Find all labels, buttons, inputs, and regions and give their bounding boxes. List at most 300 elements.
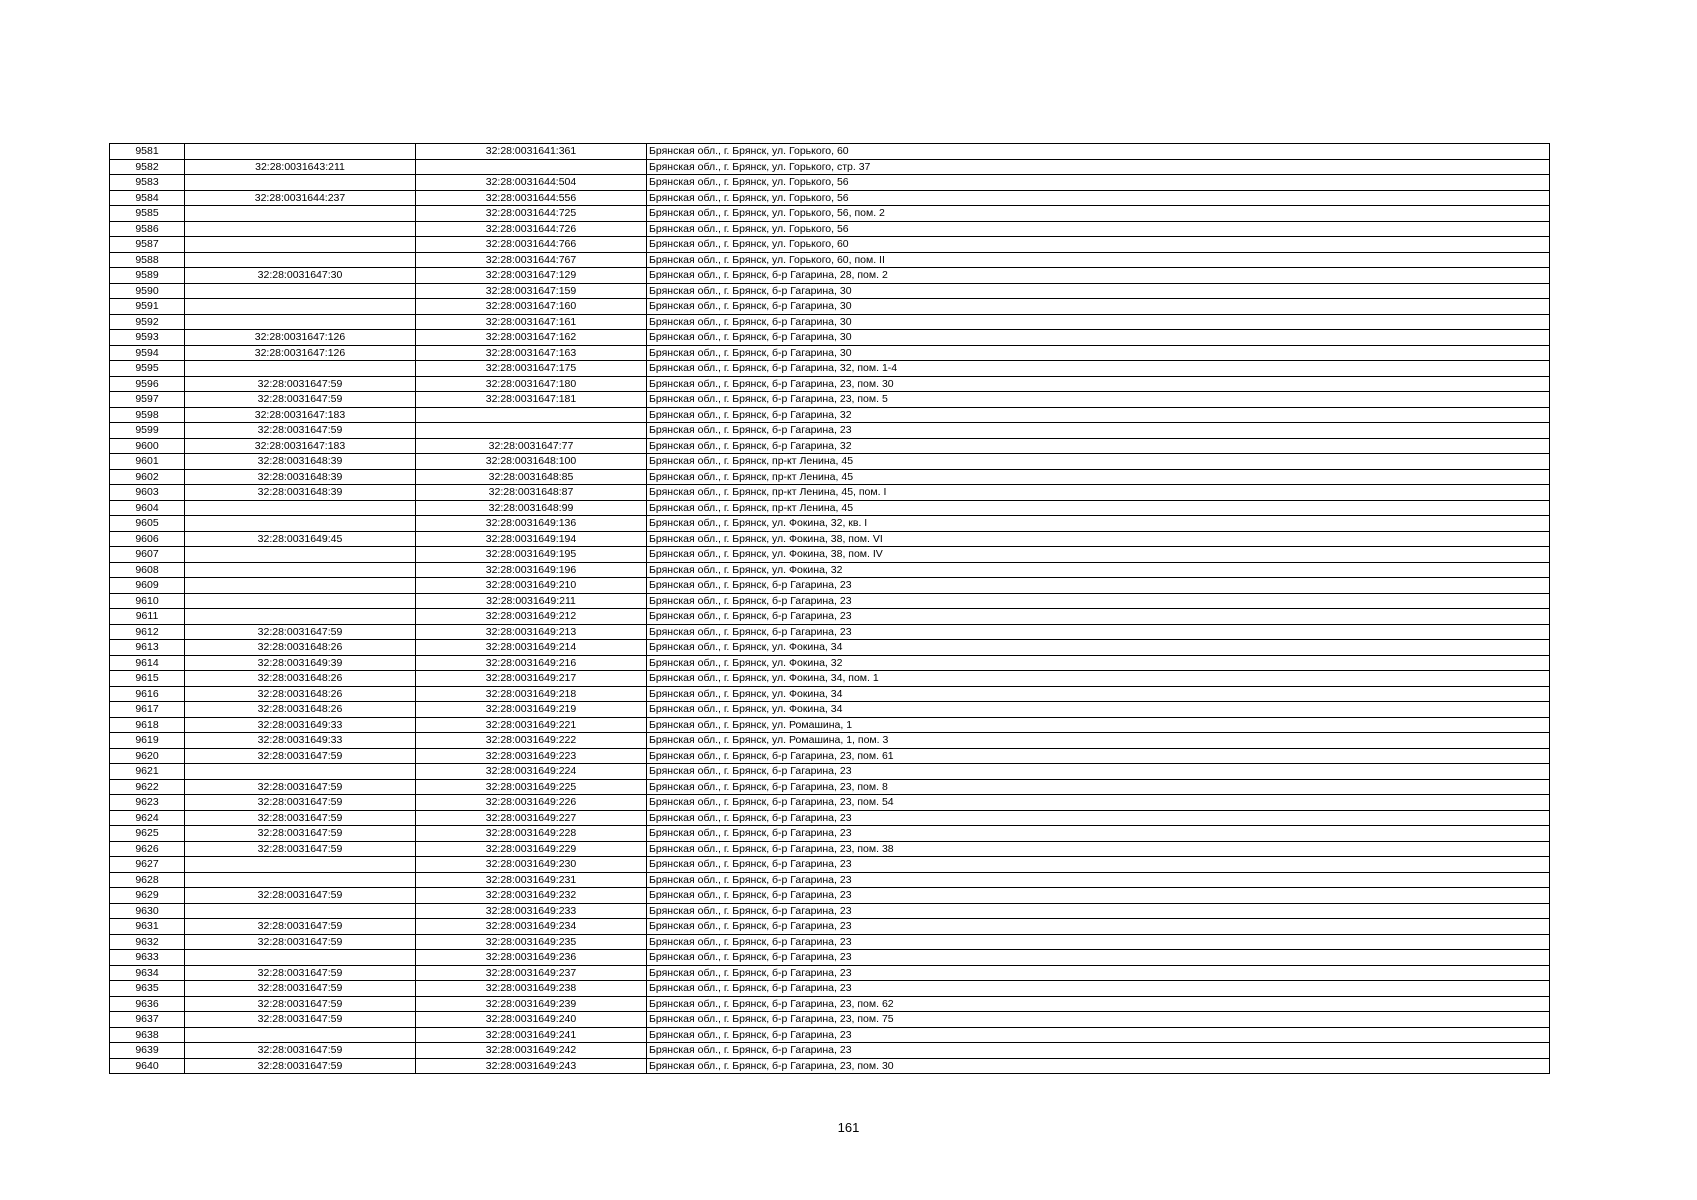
- cadastral-number-cell: 32:28:0031649:136: [416, 516, 647, 532]
- parent-cadastral-number-cell: [185, 764, 416, 780]
- parent-cadastral-number-cell: 32:28:0031647:59: [185, 376, 416, 392]
- table-row: [110, 857, 1550, 873]
- parent-cadastral-number-cell: 32:28:0031647:59: [185, 1043, 416, 1059]
- cadastral-number-cell: 32:28:0031649:239: [416, 996, 647, 1012]
- cadastral-number-cell: 32:28:0031649:229: [416, 841, 647, 857]
- table-row: [110, 578, 1550, 594]
- table-row: [110, 469, 1550, 485]
- address-cell: Брянская обл., г. Брянск, б-р Гагарина, 23: [647, 826, 1550, 842]
- address-cell: Брянская обл., г. Брянск, ул. Горького, стр. 37: [647, 159, 1550, 175]
- parent-cadastral-number-cell: 32:28:0031647:59: [185, 795, 416, 811]
- table-row: [110, 950, 1550, 966]
- row-number-cell: 9604: [110, 500, 185, 516]
- table-row: [110, 640, 1550, 656]
- parent-cadastral-number-cell: 32:28:0031647:59: [185, 624, 416, 640]
- row-number-cell: 9595: [110, 361, 185, 377]
- cadastral-number-cell: 32:28:0031649:237: [416, 965, 647, 981]
- row-number-cell: 9584: [110, 190, 185, 206]
- cadastral-number-cell: 32:28:0031644:767: [416, 252, 647, 268]
- row-number-cell: 9592: [110, 314, 185, 330]
- row-number-cell: 9639: [110, 1043, 185, 1059]
- parent-cadastral-number-cell: [185, 857, 416, 873]
- cadastral-number-cell: 32:28:0031649:216: [416, 655, 647, 671]
- cadastral-number-cell: 32:28:0031649:227: [416, 810, 647, 826]
- row-number-cell: 9605: [110, 516, 185, 532]
- parent-cadastral-number-cell: 32:28:0031647:59: [185, 748, 416, 764]
- address-cell: Брянская обл., г. Брянск, ул. Горького, 56: [647, 221, 1550, 237]
- parent-cadastral-number-cell: [185, 175, 416, 191]
- row-number-cell: 9628: [110, 872, 185, 888]
- cadastral-number-cell: 32:28:0031648:99: [416, 500, 647, 516]
- table-row: [110, 237, 1550, 253]
- parent-cadastral-number-cell: [185, 547, 416, 563]
- row-number-cell: 9583: [110, 175, 185, 191]
- parent-cadastral-number-cell: [185, 314, 416, 330]
- address-cell: Брянская обл., г. Брянск, ул. Горького, 56: [647, 175, 1550, 191]
- address-cell: Брянская обл., г. Брянск, б-р Гагарина, 23: [647, 1027, 1550, 1043]
- parent-cadastral-number-cell: 32:28:0031647:59: [185, 888, 416, 904]
- address-cell: Брянская обл., г. Брянск, ул. Горького, 56, пом. 2: [647, 206, 1550, 222]
- cadastral-number-cell: 32:28:0031649:234: [416, 919, 647, 935]
- cadastral-number-cell: 32:28:0031644:766: [416, 237, 647, 253]
- row-number-cell: 9638: [110, 1027, 185, 1043]
- parent-cadastral-number-cell: 32:28:0031649:45: [185, 531, 416, 547]
- row-number-cell: 9587: [110, 237, 185, 253]
- table-row: [110, 268, 1550, 284]
- row-number-cell: 9620: [110, 748, 185, 764]
- table-row: [110, 965, 1550, 981]
- table-row: [110, 795, 1550, 811]
- address-cell: Брянская обл., г. Брянск, б-р Гагарина, 30: [647, 345, 1550, 361]
- address-cell: Брянская обл., г. Брянск, б-р Гагарина, 30: [647, 299, 1550, 315]
- parent-cadastral-number-cell: [185, 562, 416, 578]
- parent-cadastral-number-cell: [185, 221, 416, 237]
- row-number-cell: 9625: [110, 826, 185, 842]
- cadastral-number-cell: 32:28:0031649:235: [416, 934, 647, 950]
- parent-cadastral-number-cell: 32:28:0031648:39: [185, 454, 416, 470]
- parent-cadastral-number-cell: 32:28:0031647:126: [185, 345, 416, 361]
- address-cell: Брянская обл., г. Брянск, б-р Гагарина, 23, пом. 61: [647, 748, 1550, 764]
- parent-cadastral-number-cell: [185, 237, 416, 253]
- cadastral-number-cell: 32:28:0031648:100: [416, 454, 647, 470]
- parent-cadastral-number-cell: [185, 283, 416, 299]
- table-row: [110, 438, 1550, 454]
- table-row: [110, 981, 1550, 997]
- parent-cadastral-number-cell: [185, 593, 416, 609]
- row-number-cell: 9586: [110, 221, 185, 237]
- row-number-cell: 9612: [110, 624, 185, 640]
- cadastral-number-cell: [416, 423, 647, 439]
- parent-cadastral-number-cell: [185, 903, 416, 919]
- address-cell: Брянская обл., г. Брянск, б-р Гагарина, 23: [647, 888, 1550, 904]
- row-number-cell: 9624: [110, 810, 185, 826]
- table-row: [110, 826, 1550, 842]
- cadastral-number-cell: 32:28:0031649:233: [416, 903, 647, 919]
- table-row: [110, 361, 1550, 377]
- address-cell: Брянская обл., г. Брянск, ул. Фокина, 34: [647, 702, 1550, 718]
- cadastral-number-cell: 32:28:0031647:175: [416, 361, 647, 377]
- parent-cadastral-number-cell: 32:28:0031649:33: [185, 717, 416, 733]
- table-row: [110, 686, 1550, 702]
- row-number-cell: 9619: [110, 733, 185, 749]
- address-cell: Брянская обл., г. Брянск, б-р Гагарина, 23, пом. 75: [647, 1012, 1550, 1028]
- row-number-cell: 9603: [110, 485, 185, 501]
- cadastral-number-cell: 32:28:0031647:163: [416, 345, 647, 361]
- address-cell: Брянская обл., г. Брянск, б-р Гагарина, 28, пом. 2: [647, 268, 1550, 284]
- table-row: [110, 872, 1550, 888]
- parent-cadastral-number-cell: [185, 950, 416, 966]
- cadastral-number-cell: 32:28:0031649:196: [416, 562, 647, 578]
- parent-cadastral-number-cell: 32:28:0031647:59: [185, 810, 416, 826]
- parent-cadastral-number-cell: 32:28:0031648:39: [185, 485, 416, 501]
- cadastral-number-cell: 32:28:0031649:238: [416, 981, 647, 997]
- address-cell: Брянская обл., г. Брянск, б-р Гагарина, 23: [647, 810, 1550, 826]
- address-cell: Брянская обл., г. Брянск, ул. Горького, 60: [647, 237, 1550, 253]
- cadastral-number-cell: 32:28:0031647:161: [416, 314, 647, 330]
- cadastral-number-cell: 32:28:0031649:219: [416, 702, 647, 718]
- parent-cadastral-number-cell: [185, 1027, 416, 1043]
- cadastral-number-cell: 32:28:0031649:223: [416, 748, 647, 764]
- row-number-cell: 9615: [110, 671, 185, 687]
- page-number: 161: [837, 1120, 860, 1135]
- table-row: [110, 206, 1550, 222]
- address-cell: Брянская обл., г. Брянск, б-р Гагарина, 23: [647, 593, 1550, 609]
- parent-cadastral-number-cell: [185, 361, 416, 377]
- parent-cadastral-number-cell: 32:28:0031649:33: [185, 733, 416, 749]
- cadastral-number-cell: [416, 407, 647, 423]
- cadastral-number-cell: 32:28:0031649:217: [416, 671, 647, 687]
- address-cell: Брянская обл., г. Брянск, б-р Гагарина, 30: [647, 330, 1550, 346]
- parent-cadastral-number-cell: 32:28:0031647:183: [185, 438, 416, 454]
- address-cell: Брянская обл., г. Брянск, пр-кт Ленина, 45: [647, 500, 1550, 516]
- address-cell: Брянская обл., г. Брянск, б-р Гагарина, 30: [647, 283, 1550, 299]
- table-row: [110, 748, 1550, 764]
- cadastral-number-cell: 32:28:0031649:241: [416, 1027, 647, 1043]
- parent-cadastral-number-cell: [185, 872, 416, 888]
- address-cell: Брянская обл., г. Брянск, б-р Гагарина, 23: [647, 965, 1550, 981]
- cadastral-number-cell: 32:28:0031649:240: [416, 1012, 647, 1028]
- row-number-cell: 9630: [110, 903, 185, 919]
- address-cell: Брянская обл., г. Брянск, ул. Фокина, 32: [647, 655, 1550, 671]
- address-cell: Брянская обл., г. Брянск, пр-кт Ленина, 45: [647, 454, 1550, 470]
- parent-cadastral-number-cell: 32:28:0031647:30: [185, 268, 416, 284]
- cadastral-number-cell: 32:28:0031649:232: [416, 888, 647, 904]
- row-number-cell: 9609: [110, 578, 185, 594]
- cadastral-number-cell: 32:28:0031649:194: [416, 531, 647, 547]
- parent-cadastral-number-cell: 32:28:0031648:26: [185, 671, 416, 687]
- table-row: [110, 733, 1550, 749]
- row-number-cell: 9590: [110, 283, 185, 299]
- table-row: [110, 144, 1550, 160]
- address-cell: Брянская обл., г. Брянск, б-р Гагарина, 23, пом. 5: [647, 392, 1550, 408]
- table-row: [110, 299, 1550, 315]
- cadastral-number-cell: 32:28:0031644:725: [416, 206, 647, 222]
- table-row: [110, 1012, 1550, 1028]
- address-cell: Брянская обл., г. Брянск, б-р Гагарина, 23: [647, 857, 1550, 873]
- address-cell: Брянская обл., г. Брянск, пр-кт Ленина, 45, пом. I: [647, 485, 1550, 501]
- parent-cadastral-number-cell: 32:28:0031647:59: [185, 1012, 416, 1028]
- table-row: [110, 810, 1550, 826]
- parent-cadastral-number-cell: 32:28:0031647:59: [185, 423, 416, 439]
- row-number-cell: 9610: [110, 593, 185, 609]
- address-cell: Брянская обл., г. Брянск, ул. Фокина, 34: [647, 686, 1550, 702]
- parent-cadastral-number-cell: [185, 500, 416, 516]
- row-number-cell: 9608: [110, 562, 185, 578]
- parent-cadastral-number-cell: 32:28:0031648:26: [185, 640, 416, 656]
- table-row: [110, 159, 1550, 175]
- table-row: [110, 609, 1550, 625]
- row-number-cell: 9633: [110, 950, 185, 966]
- register-table-body: [110, 144, 1550, 1074]
- row-number-cell: 9599: [110, 423, 185, 439]
- row-number-cell: 9622: [110, 779, 185, 795]
- cadastral-number-cell: 32:28:0031649:210: [416, 578, 647, 594]
- address-cell: Брянская обл., г. Брянск, б-р Гагарина, 23: [647, 919, 1550, 935]
- table-row: [110, 516, 1550, 532]
- table-row: [110, 454, 1550, 470]
- parent-cadastral-number-cell: 32:28:0031648:26: [185, 702, 416, 718]
- parent-cadastral-number-cell: 32:28:0031647:59: [185, 981, 416, 997]
- table-row: [110, 314, 1550, 330]
- row-number-cell: 9614: [110, 655, 185, 671]
- address-cell: Брянская обл., г. Брянск, ул. Ромашина, 1: [647, 717, 1550, 733]
- row-number-cell: 9632: [110, 934, 185, 950]
- table-row: [110, 888, 1550, 904]
- cadastral-number-cell: 32:28:0031644:556: [416, 190, 647, 206]
- cadastral-number-cell: 32:28:0031649:213: [416, 624, 647, 640]
- parent-cadastral-number-cell: 32:28:0031647:59: [185, 1058, 416, 1074]
- address-cell: Брянская обл., г. Брянск, б-р Гагарина, 23, пом. 30: [647, 376, 1550, 392]
- row-number-cell: 9618: [110, 717, 185, 733]
- parent-cadastral-number-cell: 32:28:0031647:59: [185, 779, 416, 795]
- table-row: [110, 624, 1550, 640]
- row-number-cell: 9593: [110, 330, 185, 346]
- row-number-cell: 9635: [110, 981, 185, 997]
- address-cell: Брянская обл., г. Брянск, ул. Фокина, 38, пом. IV: [647, 547, 1550, 563]
- address-cell: Брянская обл., г. Брянск, б-р Гагарина, 23: [647, 609, 1550, 625]
- address-cell: Брянская обл., г. Брянск, б-р Гагарина, 23: [647, 950, 1550, 966]
- cadastral-number-cell: 32:28:0031649:231: [416, 872, 647, 888]
- table-row: [110, 500, 1550, 516]
- parent-cadastral-number-cell: 32:28:0031648:26: [185, 686, 416, 702]
- row-number-cell: 9623: [110, 795, 185, 811]
- cadastral-number-cell: 32:28:0031649:221: [416, 717, 647, 733]
- address-cell: Брянская обл., г. Брянск, ул. Фокина, 38, пом. VI: [647, 531, 1550, 547]
- table-row: [110, 593, 1550, 609]
- table-row: [110, 330, 1550, 346]
- address-cell: Брянская обл., г. Брянск, б-р Гагарина, 32: [647, 407, 1550, 423]
- address-cell: Брянская обл., г. Брянск, б-р Гагарина, 30: [647, 314, 1550, 330]
- table-row: [110, 1043, 1550, 1059]
- table-row: [110, 1027, 1550, 1043]
- row-number-cell: 9629: [110, 888, 185, 904]
- cadastral-number-cell: 32:28:0031641:361: [416, 144, 647, 160]
- table-row: [110, 407, 1550, 423]
- cadastral-number-cell: 32:28:0031648:85: [416, 469, 647, 485]
- row-number-cell: 9594: [110, 345, 185, 361]
- table-row: [110, 175, 1550, 191]
- row-number-cell: 9640: [110, 1058, 185, 1074]
- address-cell: Брянская обл., г. Брянск, б-р Гагарина, 23: [647, 872, 1550, 888]
- cadastral-number-cell: 32:28:0031649:228: [416, 826, 647, 842]
- table-row: [110, 717, 1550, 733]
- table-row: [110, 919, 1550, 935]
- cadastral-number-cell: 32:28:0031647:77: [416, 438, 647, 454]
- parent-cadastral-number-cell: 32:28:0031647:59: [185, 392, 416, 408]
- table-row: [110, 485, 1550, 501]
- table-row: [110, 547, 1550, 563]
- parent-cadastral-number-cell: 32:28:0031647:59: [185, 841, 416, 857]
- address-cell: Брянская обл., г. Брянск, пр-кт Ленина, 45: [647, 469, 1550, 485]
- address-cell: Брянская обл., г. Брянск, ул. Горького, 60, пом. II: [647, 252, 1550, 268]
- parent-cadastral-number-cell: 32:28:0031647:59: [185, 826, 416, 842]
- row-number-cell: 9582: [110, 159, 185, 175]
- table-row: [110, 221, 1550, 237]
- row-number-cell: 9631: [110, 919, 185, 935]
- cadastral-number-cell: 32:28:0031647:180: [416, 376, 647, 392]
- table-row: [110, 376, 1550, 392]
- address-cell: Брянская обл., г. Брянск, б-р Гагарина, 23, пом. 38: [647, 841, 1550, 857]
- cadastral-number-cell: 32:28:0031647:159: [416, 283, 647, 299]
- row-number-cell: 9600: [110, 438, 185, 454]
- cadastral-number-cell: 32:28:0031648:87: [416, 485, 647, 501]
- row-number-cell: 9589: [110, 268, 185, 284]
- parent-cadastral-number-cell: 32:28:0031647:59: [185, 934, 416, 950]
- row-number-cell: 9634: [110, 965, 185, 981]
- parent-cadastral-number-cell: 32:28:0031643:211: [185, 159, 416, 175]
- address-cell: Брянская обл., г. Брянск, б-р Гагарина, 23: [647, 981, 1550, 997]
- parent-cadastral-number-cell: 32:28:0031644:237: [185, 190, 416, 206]
- address-cell: Брянская обл., г. Брянск, б-р Гагарина, 23, пом. 62: [647, 996, 1550, 1012]
- row-number-cell: 9613: [110, 640, 185, 656]
- table-row: [110, 702, 1550, 718]
- row-number-cell: 9616: [110, 686, 185, 702]
- table-row: [110, 562, 1550, 578]
- cadastral-number-cell: 32:28:0031647:181: [416, 392, 647, 408]
- address-cell: Брянская обл., г. Брянск, ул. Ромашина, 1, пом. 3: [647, 733, 1550, 749]
- parent-cadastral-number-cell: 32:28:0031647:59: [185, 919, 416, 935]
- row-number-cell: 9626: [110, 841, 185, 857]
- row-number-cell: 9598: [110, 407, 185, 423]
- table-row: [110, 423, 1550, 439]
- address-cell: Брянская обл., г. Брянск, б-р Гагарина, 23: [647, 764, 1550, 780]
- cadastral-number-cell: 32:28:0031649:211: [416, 593, 647, 609]
- table-row: [110, 252, 1550, 268]
- table-row: [110, 841, 1550, 857]
- address-cell: Брянская обл., г. Брянск, б-р Гагарина, 23, пом. 30: [647, 1058, 1550, 1074]
- cadastral-number-cell: 32:28:0031649:243: [416, 1058, 647, 1074]
- table-row: [110, 764, 1550, 780]
- address-cell: Брянская обл., г. Брянск, ул. Фокина, 32: [647, 562, 1550, 578]
- cadastral-number-cell: 32:28:0031649:218: [416, 686, 647, 702]
- cadastral-number-cell: 32:28:0031644:504: [416, 175, 647, 191]
- row-number-cell: 9596: [110, 376, 185, 392]
- address-cell: Брянская обл., г. Брянск, ул. Горького, 60: [647, 144, 1550, 160]
- cadastral-number-cell: [416, 159, 647, 175]
- row-number-cell: 9601: [110, 454, 185, 470]
- cadastral-number-cell: 32:28:0031649:212: [416, 609, 647, 625]
- cadastral-number-cell: 32:28:0031649:236: [416, 950, 647, 966]
- table-row: [110, 779, 1550, 795]
- address-cell: Брянская обл., г. Брянск, б-р Гагарина, 23: [647, 423, 1550, 439]
- table-row: [110, 531, 1550, 547]
- parent-cadastral-number-cell: [185, 609, 416, 625]
- parent-cadastral-number-cell: 32:28:0031649:39: [185, 655, 416, 671]
- parent-cadastral-number-cell: [185, 516, 416, 532]
- parent-cadastral-number-cell: [185, 206, 416, 222]
- cadastral-register-table: [109, 143, 1550, 1074]
- parent-cadastral-number-cell: [185, 144, 416, 160]
- table-row: [110, 190, 1550, 206]
- row-number-cell: 9607: [110, 547, 185, 563]
- row-number-cell: 9611: [110, 609, 185, 625]
- address-cell: Брянская обл., г. Брянск, б-р Гагарина, 23: [647, 1043, 1550, 1059]
- cadastral-number-cell: 32:28:0031649:214: [416, 640, 647, 656]
- row-number-cell: 9602: [110, 469, 185, 485]
- address-cell: Брянская обл., г. Брянск, б-р Гагарина, 23: [647, 578, 1550, 594]
- parent-cadastral-number-cell: [185, 299, 416, 315]
- table-row: [110, 1058, 1550, 1074]
- cadastral-number-cell: 32:28:0031647:160: [416, 299, 647, 315]
- table-row: [110, 392, 1550, 408]
- parent-cadastral-number-cell: [185, 252, 416, 268]
- address-cell: Брянская обл., г. Брянск, б-р Гагарина, 23, пом. 54: [647, 795, 1550, 811]
- row-number-cell: 9591: [110, 299, 185, 315]
- row-number-cell: 9627: [110, 857, 185, 873]
- row-number-cell: 9606: [110, 531, 185, 547]
- address-cell: Брянская обл., г. Брянск, ул. Фокина, 32, кв. I: [647, 516, 1550, 532]
- parent-cadastral-number-cell: [185, 578, 416, 594]
- address-cell: Брянская обл., г. Брянск, ул. Фокина, 34: [647, 640, 1550, 656]
- cadastral-number-cell: 32:28:0031649:226: [416, 795, 647, 811]
- row-number-cell: 9597: [110, 392, 185, 408]
- address-cell: Брянская обл., г. Брянск, б-р Гагарина, 23: [647, 903, 1550, 919]
- address-cell: Брянская обл., г. Брянск, б-р Гагарина, 32: [647, 438, 1550, 454]
- address-cell: Брянская обл., г. Брянск, б-р Гагарина, 23, пом. 8: [647, 779, 1550, 795]
- row-number-cell: 9581: [110, 144, 185, 160]
- row-number-cell: 9588: [110, 252, 185, 268]
- address-cell: Брянская обл., г. Брянск, ул. Фокина, 34, пом. 1: [647, 671, 1550, 687]
- document-page: [109, 143, 1549, 1074]
- cadastral-number-cell: 32:28:0031649:224: [416, 764, 647, 780]
- cadastral-number-cell: 32:28:0031647:129: [416, 268, 647, 284]
- address-cell: Брянская обл., г. Брянск, б-р Гагарина, 23: [647, 624, 1550, 640]
- parent-cadastral-number-cell: 32:28:0031647:183: [185, 407, 416, 423]
- parent-cadastral-number-cell: 32:28:0031647:126: [185, 330, 416, 346]
- cadastral-number-cell: 32:28:0031649:242: [416, 1043, 647, 1059]
- row-number-cell: 9617: [110, 702, 185, 718]
- address-cell: Брянская обл., г. Брянск, ул. Горького, 56: [647, 190, 1550, 206]
- table-row: [110, 655, 1550, 671]
- cadastral-number-cell: 32:28:0031649:225: [416, 779, 647, 795]
- table-row: [110, 996, 1550, 1012]
- parent-cadastral-number-cell: 32:28:0031648:39: [185, 469, 416, 485]
- cadastral-number-cell: 32:28:0031649:230: [416, 857, 647, 873]
- table-row: [110, 903, 1550, 919]
- address-cell: Брянская обл., г. Брянск, б-р Гагарина, 23: [647, 934, 1550, 950]
- cadastral-number-cell: 32:28:0031647:162: [416, 330, 647, 346]
- address-cell: Брянская обл., г. Брянск, б-р Гагарина, 32, пом. 1-4: [647, 361, 1550, 377]
- parent-cadastral-number-cell: 32:28:0031647:59: [185, 965, 416, 981]
- row-number-cell: 9585: [110, 206, 185, 222]
- table-row: [110, 345, 1550, 361]
- cadastral-number-cell: 32:28:0031644:726: [416, 221, 647, 237]
- table-row: [110, 283, 1550, 299]
- cadastral-number-cell: 32:28:0031649:195: [416, 547, 647, 563]
- row-number-cell: 9636: [110, 996, 185, 1012]
- table-row: [110, 671, 1550, 687]
- parent-cadastral-number-cell: 32:28:0031647:59: [185, 996, 416, 1012]
